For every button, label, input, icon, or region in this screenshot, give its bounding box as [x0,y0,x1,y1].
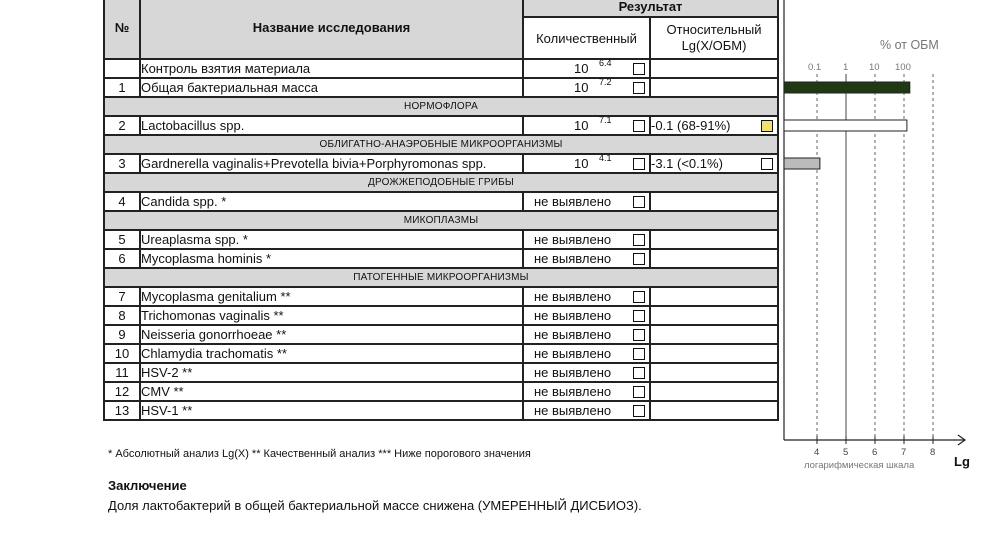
section-label: МИКОПЛАЗМЫ [104,211,778,230]
chart-bottom-tick-label: 6 [872,447,878,458]
row-number: 2 [104,116,140,135]
table-row [104,325,778,344]
row-test-name: Контроль взятия материала [140,59,523,78]
row-relative [650,116,778,135]
not-detected-text: не выявлено [534,346,612,361]
quantitative-checkbox[interactable] [633,348,645,360]
section-label: ДРОЖЖЕПОДОБНЫЕ ГРИБЫ [104,173,778,192]
quantity-exponent: 6.4 [599,58,612,68]
lg-chart [782,0,982,470]
table-row [104,78,778,97]
footnote: * Абсолютный анализ Lg(X) ** Качественный анализ *** Ниже порогового значения [108,448,531,460]
col-relative-header [650,17,778,59]
not-detected-text: не выявлено [534,384,612,399]
row-test-name: HSV-2 ** [140,363,523,382]
row-test-name: HSV-1 ** [140,401,523,420]
not-detected-text: не выявлено [534,308,612,323]
chart-bottom-tick-label: 5 [843,447,849,458]
quantity-exponent: 7.1 [599,115,612,125]
quantitative-checkbox[interactable] [633,405,645,417]
row-number: 8 [104,306,140,325]
row-relative [650,306,778,325]
not-detected-text: не выявлено [534,232,612,247]
row-test-name: Mycoplasma hominis * [140,249,523,268]
row-number: 1 [104,78,140,97]
chart-bottom-tick-label: 7 [901,447,907,458]
quantity-base: 10 [574,156,589,171]
row-test-name: Trichomonas vaginalis ** [140,306,523,325]
chart-scale-label: логарифмическая шкала [804,460,915,471]
col-result-header: Результат [523,0,778,17]
not-detected-text: не выявлено [534,289,612,304]
row-relative [650,287,778,306]
table-row [104,344,778,363]
table-row [104,401,778,420]
relative-value: -0.1 (68-91%) [651,118,731,133]
row-relative [650,230,778,249]
col-quantitative-header: Количественный [523,17,650,59]
chart-top-tick-label: 100 [895,62,911,73]
row-quantitative [523,287,650,306]
chart-top-tick-label: 1 [843,62,849,73]
row-quantitative [523,363,650,382]
quantitative-checkbox[interactable] [633,253,645,265]
chart-bar [784,158,820,169]
row-quantitative [523,78,650,97]
quantitative-checkbox[interactable] [633,196,645,208]
not-detected-text: не выявлено [534,365,612,380]
col-no-header: № [104,0,140,59]
relative-value: -3.1 (<0.1%) [651,156,723,171]
table-row [104,306,778,325]
results-body [104,59,778,420]
table-row [104,382,778,401]
row-quantitative [523,59,650,78]
col-relative-line2: Lg(X/ОБМ) [681,38,747,53]
quantitative-checkbox[interactable] [633,158,645,170]
row-number: 7 [104,287,140,306]
not-detected-text: не выявлено [534,251,612,266]
row-number: 12 [104,382,140,401]
chart-bottom-tick-label: 8 [930,447,936,458]
table-row [104,249,778,268]
row-quantitative [523,192,650,211]
col-relative-line1: Относительный [666,22,762,37]
row-relative [650,154,778,173]
quantitative-checkbox[interactable] [633,386,645,398]
row-quantitative [523,230,650,249]
relative-indicator-box[interactable] [761,158,773,170]
row-test-name: Общая бактериальная масса [140,78,523,97]
row-relative [650,363,778,382]
chart-bar [784,120,907,131]
chart-title: % от ОБМ [880,38,939,52]
relative-indicator-box[interactable] [761,120,773,132]
row-quantitative [523,401,650,420]
row-relative [650,401,778,420]
row-relative [650,249,778,268]
quantitative-checkbox[interactable] [633,310,645,322]
section-row [104,211,778,230]
quantitative-checkbox[interactable] [633,291,645,303]
not-detected-text: не выявлено [534,403,612,418]
row-test-name: Chlamydia trachomatis ** [140,344,523,363]
chart-bottom-tick-label: 4 [814,447,820,458]
row-number: 3 [104,154,140,173]
row-number [104,59,140,78]
quantity-exponent: 4.1 [599,153,612,163]
quantitative-checkbox[interactable] [633,63,645,75]
quantitative-checkbox[interactable] [633,82,645,94]
row-relative [650,192,778,211]
row-relative [650,78,778,97]
row-quantitative [523,382,650,401]
table-row [104,363,778,382]
quantity-base: 10 [574,61,589,76]
table-row [104,287,778,306]
chart-top-tick-label: 0.1 [808,62,822,73]
row-quantitative [523,306,650,325]
quantitative-checkbox[interactable] [633,120,645,132]
row-relative [650,382,778,401]
row-test-name: Mycoplasma genitalium ** [140,287,523,306]
quantity-base: 10 [574,118,589,133]
section-row [104,97,778,116]
section-label: ОБЛИГАТНО-АНАЭРОБНЫЕ МИКРООРГАНИЗМЫ [104,135,778,154]
quantitative-checkbox[interactable] [633,367,645,379]
quantity-base: 10 [574,80,589,95]
conclusion-title: Заключение [108,478,187,493]
row-number: 6 [104,249,140,268]
row-quantitative [523,325,650,344]
row-number: 5 [104,230,140,249]
row-relative [650,344,778,363]
quantitative-checkbox[interactable] [633,234,645,246]
not-detected-text: не выявлено [534,194,612,209]
row-quantitative [523,116,650,135]
row-relative [650,325,778,344]
table-row [104,154,778,173]
row-number: 10 [104,344,140,363]
row-relative [650,59,778,78]
section-label: ПАТОГЕННЫЕ МИКРООРГАНИЗМЫ [104,268,778,287]
row-test-name: Neisseria gonorrhoeae ** [140,325,523,344]
row-test-name: Gardnerella vaginalis+Prevotella bivia+Porphyromonas spp. [140,154,523,173]
col-name-header: Название исследования [140,0,523,59]
table-row [104,116,778,135]
table-row [104,192,778,211]
section-row [104,135,778,154]
row-test-name: CMV ** [140,382,523,401]
chart-top-tick-label: 10 [869,62,880,73]
section-row [104,173,778,192]
row-number: 4 [104,192,140,211]
section-row [104,268,778,287]
not-detected-text: не выявлено [534,327,612,342]
chart-bar [784,82,910,93]
results-table [103,0,779,421]
quantity-exponent: 7.2 [599,77,612,87]
conclusion-text: Доля лактобактерий в общей бактериальной массе снижена (УМЕРЕННЫЙ ДИСБИОЗ). [108,498,642,513]
chart-axis-label: Lg [954,454,970,469]
row-number: 11 [104,363,140,382]
row-quantitative [523,154,650,173]
row-number: 9 [104,325,140,344]
row-number: 13 [104,401,140,420]
row-quantitative [523,249,650,268]
row-test-name: Candida spp. * [140,192,523,211]
table-row [104,59,778,78]
table-row [104,230,778,249]
quantitative-checkbox[interactable] [633,329,645,341]
row-test-name: Lactobacillus spp. [140,116,523,135]
row-quantitative [523,344,650,363]
row-test-name: Ureaplasma spp. * [140,230,523,249]
section-label: НОРМОФЛОРА [104,97,778,116]
